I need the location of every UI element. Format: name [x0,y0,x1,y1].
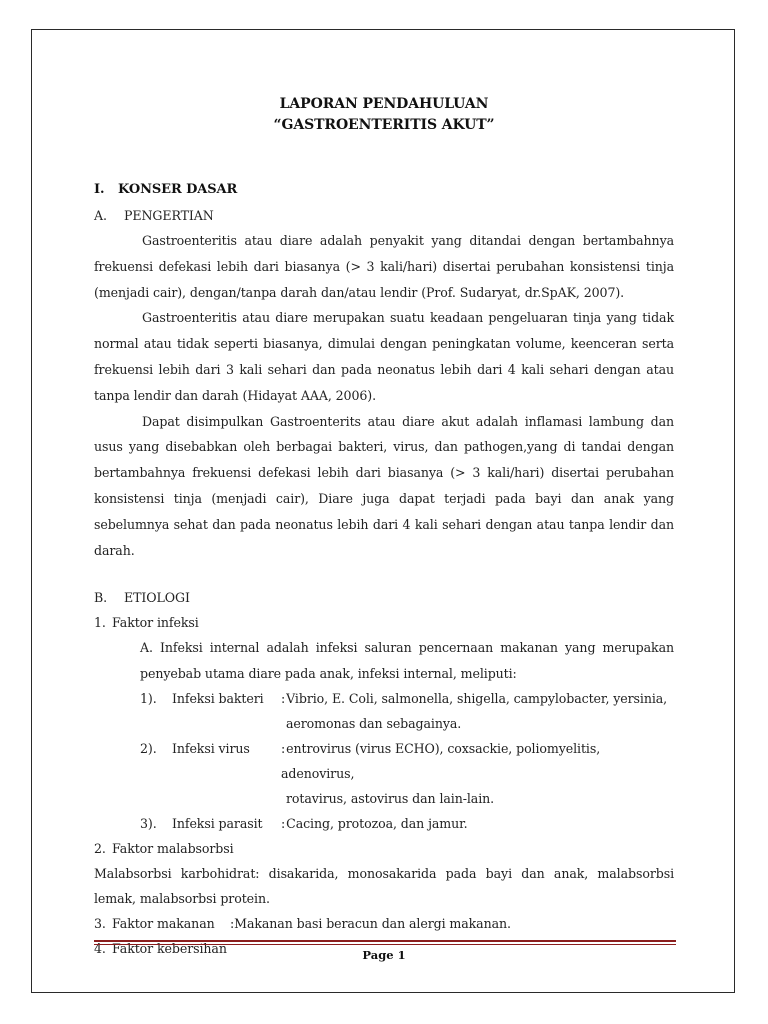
malabsorption-text: Malabsorbsi karbohidrat: disakarida, monosakarida pada bayi dan anak, malabsorbsi lemak, malabsorbsi protein. [94,866,674,907]
page-number: Page 1 [362,948,406,962]
subitem-number: 2). [140,741,157,757]
subitem-parasite [94,811,674,836]
list-item-2-number: 2. [94,841,106,857]
subsection-a-title: PENGERTIAN [124,208,214,223]
subitem-value-line-2: aeromonas dan sebagainya. [286,716,462,732]
subsection-a-heading [94,204,674,228]
list-item-3-value [230,911,511,936]
infection-intro: A. Infeksi internal adalah infeksi saluran pencernaan makanan yang merupakan penyebab utama diare pada anak, infeksi internal, meliputi: [140,640,674,681]
subitem-colon: : [281,816,286,832]
list-item-2-heading [94,836,674,861]
list-item-3-number: 3. [94,916,106,932]
title-spacer [94,136,674,181]
title-line-2: “GASTROENTERITIS AKUT” [273,117,495,133]
list-item-2-title: Faktor malabsorbsi [112,841,234,857]
list-item-3-text: Makanan basi beracun dan alergi makanan. [234,916,511,932]
section-number: I. [94,182,105,197]
subsection-b-title: ETIOLOGI [124,590,190,606]
footer-divider [94,940,676,945]
subitem-colon: : [281,741,286,757]
subitem-value-line-1: Vibrio, E. Coli, salmonella, shigella, campylobacter, yersinia, [286,691,668,707]
list-item-3-title: Faktor makanan [112,916,215,932]
subitem-value [281,686,674,736]
subitem-label: Infeksi parasit [172,816,263,832]
subitem-label: Infeksi bakteri [172,691,264,707]
title-line-1: LAPORAN PENDAHULUAN [279,96,489,112]
subitem-bacteria [94,686,674,736]
document-body [94,94,674,961]
subitem-value-line-2: rotavirus, astovirus dan lain-lain. [286,791,495,807]
list-item-4-title: Faktor kebersihan [112,941,227,957]
subitem-value-line-1: entrovirus (virus ECHO), coxsackie, poliomyelitis, adenovirus, [281,741,601,782]
paragraph-2: Gastroenteritis atau diare merupakan suatu keadaan pengeluaran tinja yang tidak normal atau tidak seperti biasanya, dimulai dengan peningkatan volume, keenceran serta frekuensi lebih dari 3 kali sehari dan pada neonatus lebih dari 4 kali sehari dengan atau tanpa lendir dan darah (Hidayat AAA, 2006). [94,310,674,403]
subsection-b-heading [94,586,674,610]
list-item-1-heading [94,610,674,635]
section-spacer [94,563,674,581]
subsection-a-number: A. [94,208,107,223]
subitem-value-line-1: Cacing, protozoa, dan jamur. [286,816,468,832]
document-title [94,94,674,136]
list-item-3 [94,911,674,936]
paragraph-3: Dapat disimpulkan Gastroenterits atau diare akut adalah inflamasi lambung dan usus yang disebabkan oleh berbagai bakteri, virus, dan pathogen,yang di tandai dengan bertambahnya frekuensi defekasi lebih dari biasanya (> 3 kali/hari) disertai perubahan konsistensi tinja (menjadi cair), Diare juga dapat terjadi pada bayi dan anak yang sebelumnya sehat dan pada neonatus lebih dari 4 kali sehari dengan atau tanpa lendir dan darah. [94,413,674,558]
subitem-colon: : [281,691,286,707]
paragraph-1: Gastroenteritis atau diare adalah penyakit yang ditandai dengan bertambahnya frekuensi defekasi lebih dari biasanya (> 3 kali/hari) disertai perubahan konsistensi tinja (menjadi cair), dengan/tanpa darah dan/atau lendir (Prof. Sudaryat, dr.SpAK, 2007). [94,233,674,300]
subitem-number: 1). [140,691,157,707]
list-item-3-colon: : [230,916,235,932]
subitem-label: Infeksi virus [172,741,250,757]
subsection-b-number: B. [94,590,108,606]
list-item-1-number: 1. [94,615,106,631]
subitem-virus [94,736,674,811]
subitem-number: 3). [140,816,157,832]
subitem-value [281,811,674,836]
section-heading [94,181,674,199]
section-title: KONSER DASAR [118,182,238,197]
subitem-value [281,736,674,811]
list-item-1-title: Faktor infeksi [112,615,199,631]
list-item-4-number: 4. [94,941,106,957]
